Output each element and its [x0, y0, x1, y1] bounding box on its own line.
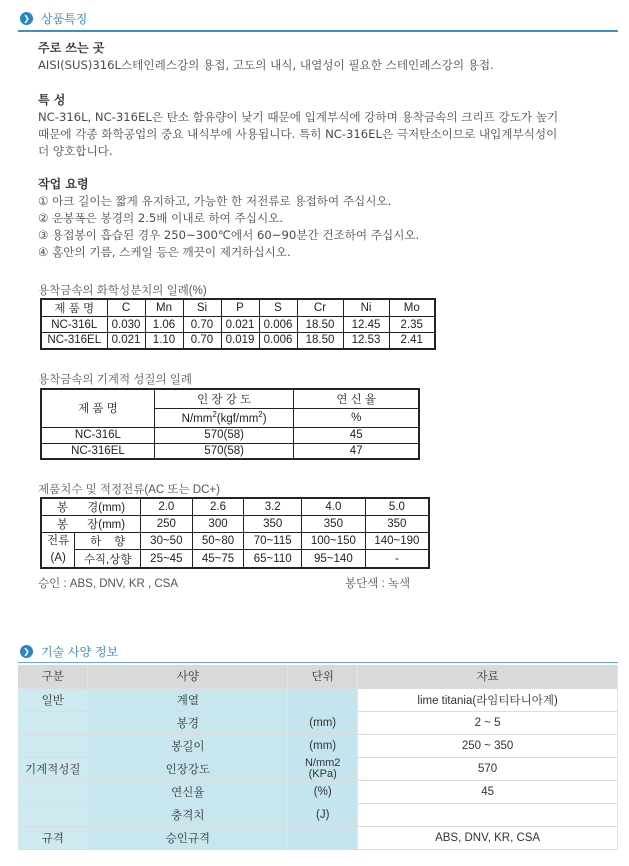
- work-heading: 작업 요령: [38, 177, 89, 191]
- table-cell: 2.6: [192, 498, 244, 516]
- spec-header-row: [18, 665, 618, 688]
- sizes-label-diameter: 봉 경(mm): [41, 498, 140, 516]
- table-cell: 100~150: [302, 533, 366, 550]
- chem-caption: 용착금속의 화학성분치의 일례(%): [38, 285, 207, 297]
- work-line: ④ 홈안의 기름, 스케일 등은 깨끗이 제거하십시오.: [38, 245, 291, 259]
- sizes-label-vertical: 수직,상향: [75, 550, 141, 568]
- table-cell: 0.019: [221, 333, 259, 349]
- spec-value: 570: [358, 757, 618, 780]
- spec-category: [18, 711, 88, 734]
- chem-header: Si: [183, 299, 221, 317]
- table-cell: 4.0: [302, 498, 366, 516]
- chem-header: Ni: [343, 299, 389, 317]
- table-cell: 25~45: [140, 550, 192, 568]
- spec-category: [18, 734, 88, 757]
- mech-header-product: 제 품 명: [41, 389, 154, 427]
- table-row: [41, 333, 435, 349]
- work-block: [38, 176, 598, 261]
- spec-value: [358, 803, 618, 826]
- chevron-right-icon: ❯: [20, 645, 33, 658]
- table-cell: NC-316EL: [41, 443, 154, 459]
- usage-block: [38, 40, 598, 74]
- mech-header-elongation-unit: %: [294, 408, 419, 427]
- spec-value: 45: [358, 780, 618, 803]
- table-cell: 1.10: [145, 333, 183, 349]
- table-cell: 45~75: [192, 550, 244, 568]
- table-cell: 350: [244, 516, 302, 533]
- spec-unit: (%): [288, 780, 358, 803]
- spec-value: 2 ~ 5: [358, 711, 618, 734]
- work-line: ③ 용접봉이 흡습된 경우 250~300℃에서 60~90분간 건조하여 주십시오.: [38, 228, 420, 242]
- spec-item: 연신율: [88, 780, 288, 803]
- usage-text: AISI(SUS)316L스테인레스강의 용접, 고도의 내식, 내열성이 필요한 스테인레스강의 용접.: [38, 58, 494, 72]
- table-row: [18, 757, 618, 780]
- table-cell: 570(58): [154, 427, 294, 443]
- spec-header: 자료: [358, 665, 618, 688]
- features-heading: 특 성: [38, 93, 66, 107]
- spec-category: 규격: [18, 826, 88, 849]
- chem-header: 제 품 명: [41, 299, 107, 317]
- chem-header-row: [41, 299, 435, 317]
- sizes-label-down: 하 향: [75, 533, 141, 550]
- chem-header: Mo: [389, 299, 435, 317]
- section-title: 기술 사양 정보: [41, 645, 119, 659]
- table-cell: 45: [294, 427, 419, 443]
- spec-value: ABS, DNV, KR, CSA: [358, 826, 618, 849]
- spec-item: 충격치: [88, 803, 288, 826]
- sizes-label-length: 봉 장(mm): [41, 516, 140, 533]
- table-cell: 65~110: [244, 550, 302, 568]
- mech-header-tensile-unit: $N/mm^2(kgf/mm^2)$: [154, 408, 294, 427]
- table-cell: 12.45: [343, 317, 389, 333]
- chem-header: P: [221, 299, 259, 317]
- table-row: [41, 533, 429, 550]
- table-row: [18, 780, 618, 803]
- spec-item: 인장강도: [88, 757, 288, 780]
- table-row: [18, 803, 618, 826]
- table-row: [41, 498, 429, 516]
- table-cell: 5.0: [365, 498, 429, 516]
- section-header-product-features: [20, 10, 87, 27]
- table-cell: NC-316EL: [41, 333, 107, 349]
- spec-category: [18, 803, 88, 826]
- current-unit: (A): [50, 552, 66, 564]
- work-line: ① 아크 길이는 짧게 유지하고, 가능한 한 저전류로 용접하여 주십시오.: [38, 194, 392, 208]
- usage-heading: 주로 쓰는 곳: [38, 41, 105, 55]
- spec-value: 250 ~ 350: [358, 734, 618, 757]
- features-line: 더 양호합니다.: [38, 144, 113, 158]
- table-cell: 70~115: [244, 533, 302, 550]
- chem-header: S: [259, 299, 297, 317]
- spec-unit: (J): [288, 803, 358, 826]
- sizes-label-current: [41, 533, 75, 569]
- table-cell: 18.50: [297, 317, 343, 333]
- table-cell: 0.030: [107, 317, 145, 333]
- table-cell: 2.0: [140, 498, 192, 516]
- spec-value: lime titania(라임티타니아계): [358, 688, 618, 711]
- mech-header-row: [41, 389, 419, 408]
- chem-header: Cr: [297, 299, 343, 317]
- table-cell: 350: [365, 516, 429, 533]
- table-cell: 2.41: [389, 333, 435, 349]
- table-cell: 570(58): [154, 443, 294, 459]
- section-header-tech-spec: [20, 643, 118, 660]
- mech-header-tensile: 인 장 강 도: [154, 389, 294, 408]
- chevron-right-icon: ❯: [20, 12, 33, 25]
- section-divider: [18, 662, 618, 663]
- chem-table: [40, 298, 436, 350]
- table-row: [18, 734, 618, 757]
- section-divider: [18, 30, 618, 32]
- color-text: 봉단색 : 녹색: [345, 578, 411, 590]
- spec-item: 승인규격: [88, 826, 288, 849]
- spec-unit: [288, 688, 358, 711]
- table-cell: 95~140: [302, 550, 366, 568]
- table-row: [41, 317, 435, 333]
- spec-item: 계열: [88, 688, 288, 711]
- table-cell: 18.50: [297, 333, 343, 349]
- table-cell: 50~80: [192, 533, 244, 550]
- table-cell: NC-316L: [41, 317, 107, 333]
- spec-category: [18, 780, 88, 803]
- approval-text: 승인 : ABS, DNV, KR , CSA: [38, 578, 179, 590]
- spec-header: 단위: [288, 665, 358, 688]
- table-row: [41, 516, 429, 533]
- table-cell: 140~190: [365, 533, 429, 550]
- table-cell: NC-316L: [41, 427, 154, 443]
- mech-header-elongation: 연 신 율: [294, 389, 419, 408]
- sizes-caption: 제품치수 및 적정전류(AC 또는 DC+): [38, 484, 220, 496]
- spec-category: 기계적성질: [18, 757, 88, 780]
- mech-caption: 용착금속의 기계적 성질의 일례: [38, 374, 193, 386]
- table-cell: 350: [302, 516, 366, 533]
- table-cell: 250: [140, 516, 192, 533]
- spec-unit: (mm): [288, 734, 358, 757]
- mech-table: [40, 388, 420, 460]
- table-cell: 47: [294, 443, 419, 459]
- table-cell: 0.021: [107, 333, 145, 349]
- spec-header: 구분: [18, 665, 88, 688]
- table-cell: 0.021: [221, 317, 259, 333]
- table-row: [18, 826, 618, 849]
- table-cell: 0.006: [259, 333, 297, 349]
- chem-header: Mn: [145, 299, 183, 317]
- table-row: [18, 688, 618, 711]
- spec-unit: N/mm2 (KPa): [288, 757, 358, 780]
- spec-category: 일반: [18, 688, 88, 711]
- chem-header: C: [107, 299, 145, 317]
- table-cell: 0.70: [183, 333, 221, 349]
- features-block: [38, 92, 598, 160]
- features-line: NC-316L, NC-316EL은 탄소 함유량이 낮기 때문에 입계부식에 강하며 용착금속의 크리프 강도가 높기: [38, 110, 559, 124]
- table-row: [41, 427, 419, 443]
- table-cell: 12.53: [343, 333, 389, 349]
- table-cell: 1.06: [145, 317, 183, 333]
- table-cell: 3.2: [244, 498, 302, 516]
- spec-unit: [288, 826, 358, 849]
- table-cell: 300: [192, 516, 244, 533]
- table-cell: 0.70: [183, 317, 221, 333]
- spec-header: 사양: [88, 665, 288, 688]
- sizes-table: [40, 497, 430, 569]
- table-cell: 2.35: [389, 317, 435, 333]
- table-cell: 0.006: [259, 317, 297, 333]
- current-label: 전류: [47, 535, 70, 547]
- section-title: 상품특징: [41, 12, 88, 26]
- table-row: [18, 711, 618, 734]
- table-row: [41, 443, 419, 459]
- table-cell: 30~50: [140, 533, 192, 550]
- spec-item: 봉길이: [88, 734, 288, 757]
- table-cell: -: [365, 550, 429, 568]
- spec-item: 봉경: [88, 711, 288, 734]
- spec-table: [18, 665, 618, 850]
- features-line: 때문에 각종 화학공업의 중요 내식부에 사용됩니다. 특히 NC-316EL은 극저탄소이므로 내입계부식성이: [38, 127, 558, 141]
- work-line: ② 운봉폭은 봉경의 2.5배 이내로 하여 주십시오.: [38, 211, 284, 225]
- table-row: [41, 550, 429, 568]
- spec-unit: (mm): [288, 711, 358, 734]
